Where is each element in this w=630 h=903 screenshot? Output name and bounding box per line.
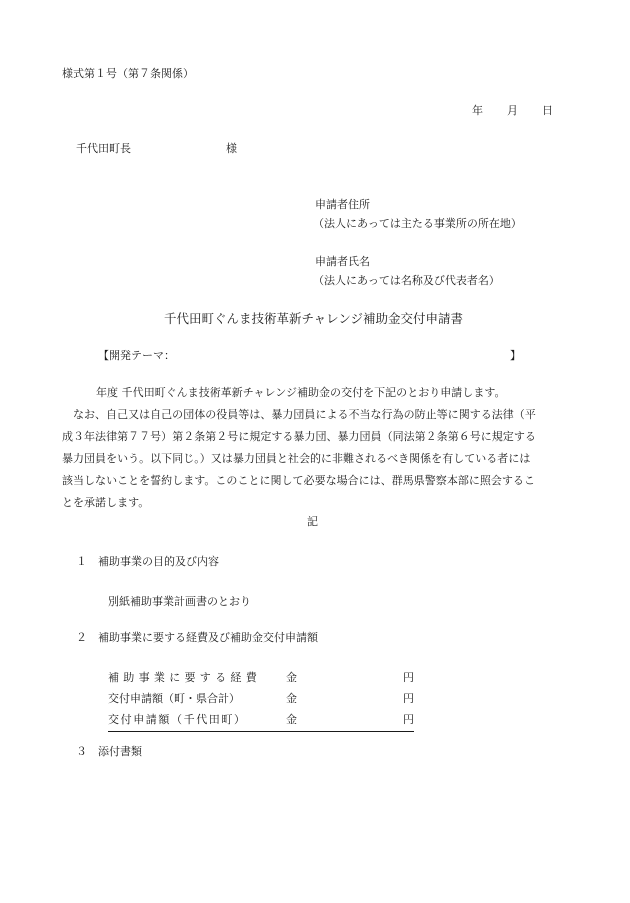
amount-row [108, 710, 414, 732]
applicant-address-label: 申請者住所 [315, 198, 370, 211]
statement-line: 年度 千代田町ぐんま技術革新チャレンジ補助金の交付を下記のとおり申請します。 [96, 386, 506, 399]
section-content: 別紙補助事業計画書のとおり [108, 595, 251, 608]
theme-close-bracket: 】 [510, 349, 521, 362]
amount-row [108, 689, 414, 710]
application-statement [62, 382, 567, 514]
ki-heading: 記 [307, 515, 318, 528]
amount-yen: 円 [403, 692, 414, 705]
amount-kin: 金 [286, 713, 297, 726]
addressee-honorific: 様 [226, 142, 237, 155]
amount-label: 交付申請額（千代田町） [108, 713, 247, 726]
statement-line: 該当しないことを誓約します。このことに関して必要な場合には、群馬県警察本部に照会するこ [62, 474, 535, 487]
theme-label: 【開発テーマ： [98, 349, 175, 362]
date-day: 日 [542, 104, 553, 117]
addressee-name: 千代田町長 [76, 142, 131, 155]
amount-kin: 金 [286, 671, 297, 684]
amount-table [108, 668, 414, 732]
statement-line: なお、自己又は自己の団体の役員等は、暴力団員による不当な行為の防止等に関する法律（平 [73, 408, 536, 421]
section-title: 添付書類 [98, 745, 142, 758]
amount-yen: 円 [403, 671, 414, 684]
amount-row [108, 668, 414, 689]
form-number: 様式第１号（第７条関係） [62, 67, 194, 80]
document-title: 千代田町ぐんま技術革新チャレンジ補助金交付申請書 [164, 311, 464, 326]
section-number: １ [76, 555, 87, 568]
applicant-address-note: （法人にあっては主たる事業所の所在地） [313, 217, 522, 230]
applicant-name-label: 申請者氏名 [315, 255, 370, 268]
amount-yen: 円 [403, 713, 414, 726]
amount-label: 交付申請額（町・県合計） [108, 692, 240, 705]
section-number: ２ [76, 631, 87, 644]
section-title: 補助事業に要する経費及び補助金交付申請額 [98, 631, 318, 644]
section-number: ３ [76, 745, 87, 758]
section-title: 補助事業の目的及び内容 [98, 555, 219, 568]
statement-line: 成３年法律第７７号）第２条第２号に規定する暴力団、暴力団員（同法第２条第６号に規定する [62, 430, 536, 443]
date-year: 年 [472, 104, 483, 117]
amount-kin: 金 [286, 692, 297, 705]
applicant-name-note: （法人にあっては名称及び代表者名） [313, 274, 500, 287]
statement-line: とを承諾します。 [62, 496, 150, 509]
statement-line: 暴力団員をいう。以下同じ。）又は暴力団員と社会的に非難されるべき関係を有している者には [62, 452, 531, 465]
amount-label: 補助事業に要する経費 [108, 671, 261, 684]
date-month: 月 [507, 104, 518, 117]
